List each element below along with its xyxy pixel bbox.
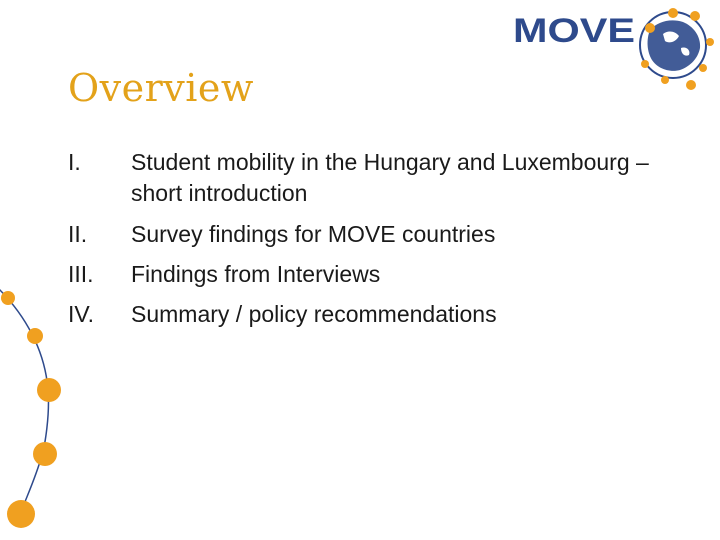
agenda-text: Summary / policy recommendations	[131, 301, 497, 327]
logo-dot	[641, 60, 649, 68]
agenda-item	[68, 219, 668, 250]
logo-dot	[706, 38, 714, 46]
logo-dot	[645, 23, 655, 33]
agenda-number: III.	[68, 261, 94, 287]
orbit-dot	[33, 442, 57, 466]
orbit-dot	[37, 378, 61, 402]
agenda-item	[68, 299, 668, 330]
logo-dot	[668, 8, 678, 18]
globe-icon	[640, 12, 706, 78]
orbit-dot	[7, 500, 35, 528]
agenda-number: I.	[68, 149, 81, 175]
logo-dot	[690, 11, 700, 21]
agenda-list	[68, 147, 668, 339]
agenda-item	[68, 259, 668, 290]
logo-dot	[686, 80, 696, 90]
agenda-text: Survey findings for MOVE countries	[131, 221, 496, 247]
logo-text: MOVE	[513, 12, 635, 50]
logo-dot	[661, 76, 669, 84]
move-logo	[505, 0, 720, 92]
orbit-dot	[27, 328, 43, 344]
agenda-text: Student mobility in the Hungary and Luxembourg – short introduction	[131, 149, 649, 206]
agenda-number: IV.	[68, 301, 95, 327]
orbit-dot	[1, 291, 15, 305]
agenda-number: II.	[68, 221, 88, 247]
agenda-item	[68, 147, 668, 209]
slide-title: Overview	[68, 66, 254, 110]
logo-dot	[699, 64, 707, 72]
agenda-text: Findings from Interviews	[131, 261, 381, 287]
